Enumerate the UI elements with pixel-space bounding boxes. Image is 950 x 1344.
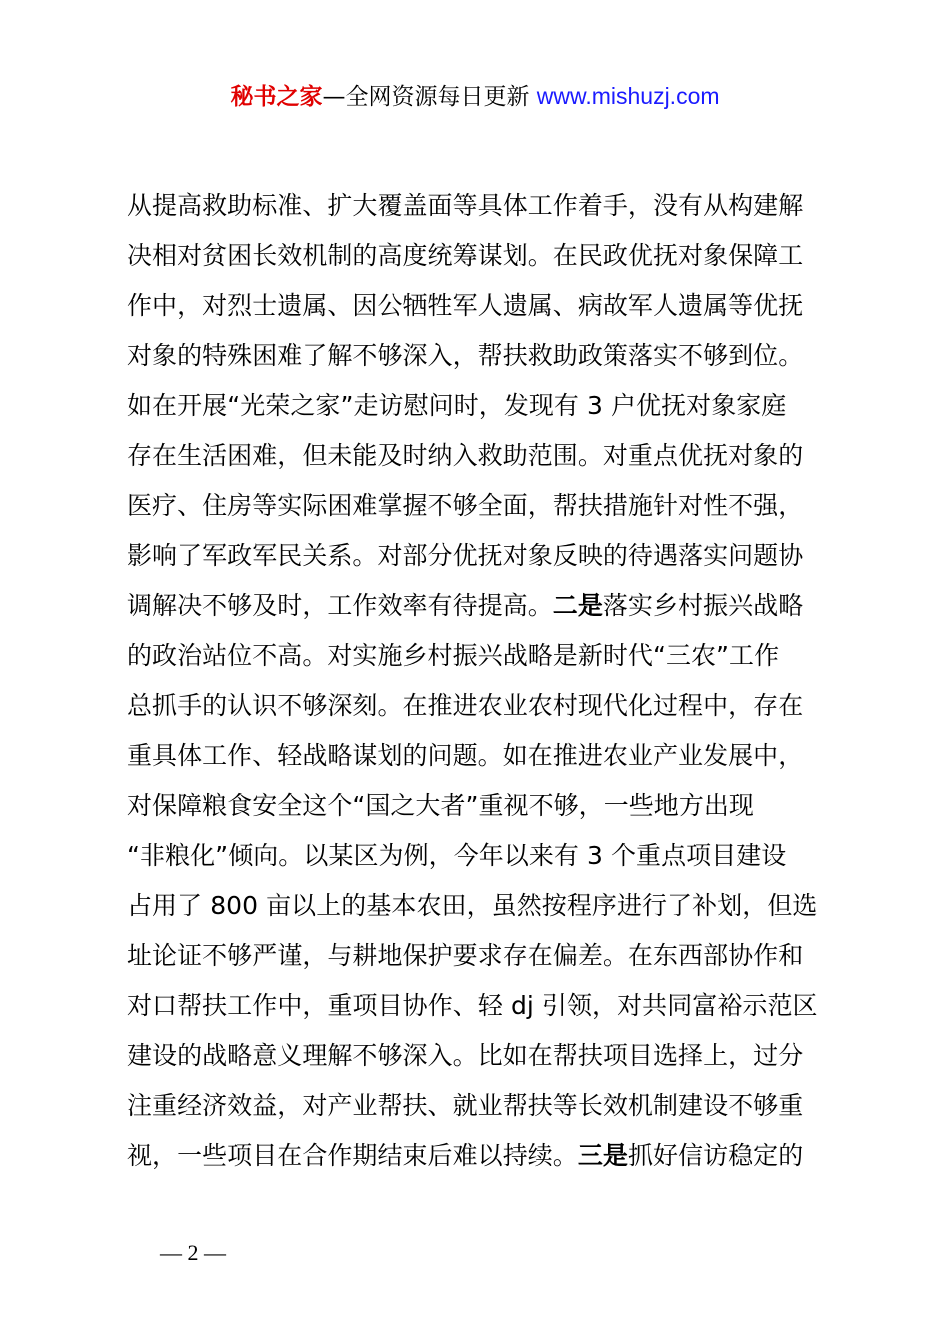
text-run: 对口帮扶工作中，重项目协作、轻 dj 引领，对共同富裕示范区 [127, 991, 818, 1020]
text-run: 的政治站位不高。对实施乡村振兴战略是新时代“三农”工作 [127, 641, 780, 670]
document-body [127, 181, 837, 1181]
text-line [127, 481, 837, 531]
text-run: 视，一些项目在合作期结束后难以持续。 [127, 1141, 578, 1170]
text-run: 总抓手的认识不够深刻。在推进农业农村现代化过程中，存在 [127, 691, 804, 720]
text-run: 如在开展“光荣之家”走访慰问时，发现有 3 户优抚对象家庭 [127, 391, 787, 420]
section-marker: 三是 [577, 1141, 628, 1170]
text-line [127, 1081, 837, 1131]
site-brand: 秘书之家 [230, 84, 323, 110]
text-line [127, 681, 837, 731]
text-run: 占用了 800 亩以上的基本农田，虽然按程序进行了补划，但选 [127, 891, 818, 920]
text-line [127, 531, 837, 581]
section-marker: 二是 [552, 591, 603, 620]
text-run: 址论证不够严谨，与耕地保护要求存在偏差。在东西部协作和 [127, 941, 804, 970]
text-line [127, 331, 837, 381]
text-line [127, 631, 837, 681]
text-line [127, 581, 837, 631]
text-line [127, 381, 837, 431]
text-line [127, 931, 837, 981]
text-line [127, 1031, 837, 1081]
text-run: “非粮化”倾向。以某区为例，今年以来有 3 个重点项目建设 [127, 841, 787, 870]
site-header [0, 80, 950, 113]
text-run: 抓好信访稳定的 [627, 1141, 804, 1170]
text-run: 对保障粮食安全这个“国之大者”重视不够，一些地方出现 [127, 791, 754, 820]
page-number: — 2 — [160, 1240, 226, 1265]
text-line [127, 231, 837, 281]
text-line [127, 181, 837, 231]
text-run: 影响了军政军民关系。对部分优抚对象反映的待遇落实问题协 [127, 541, 804, 570]
site-tagline: —全网资源每日更新 [322, 84, 530, 110]
text-run: 建设的战略意义理解不够深入。比如在帮扶项目选择上，过分 [127, 1041, 804, 1070]
text-run: 重具体工作、轻战略谋划的问题。如在推进农业产业发展中， [127, 741, 804, 770]
text-run: 决相对贫困长效机制的高度统筹谋划。在民政优抚对象保障工 [127, 241, 804, 270]
text-run: 从提高救助标准、扩大覆盖面等具体工作着手，没有从构建解 [127, 191, 804, 220]
text-run: 调解决不够及时，工作效率有待提高。 [127, 591, 553, 620]
text-line [127, 781, 837, 831]
text-line [127, 1131, 837, 1181]
text-run: 对象的特殊困难了解不够深入，帮扶救助政策落实不够到位。 [127, 341, 804, 370]
text-line [127, 431, 837, 481]
text-run: 落实乡村振兴战略 [602, 591, 804, 620]
text-line [127, 731, 837, 781]
text-line [127, 831, 837, 881]
site-url-link[interactable]: www.mishuzj.com [536, 83, 720, 109]
text-run: 注重经济效益，对产业帮扶、就业帮扶等长效机制建设不够重 [127, 1091, 804, 1120]
text-run: 作中，对烈士遗属、因公牺牲军人遗属、病故军人遗属等优抚 [127, 291, 804, 320]
text-line [127, 281, 837, 331]
text-line [127, 981, 837, 1031]
text-line [127, 881, 837, 931]
text-run: 存在生活困难，但未能及时纳入救助范围。对重点优抚对象的 [127, 441, 804, 470]
text-run: 医疗、住房等实际困难掌握不够全面，帮扶措施针对性不强， [127, 491, 804, 520]
